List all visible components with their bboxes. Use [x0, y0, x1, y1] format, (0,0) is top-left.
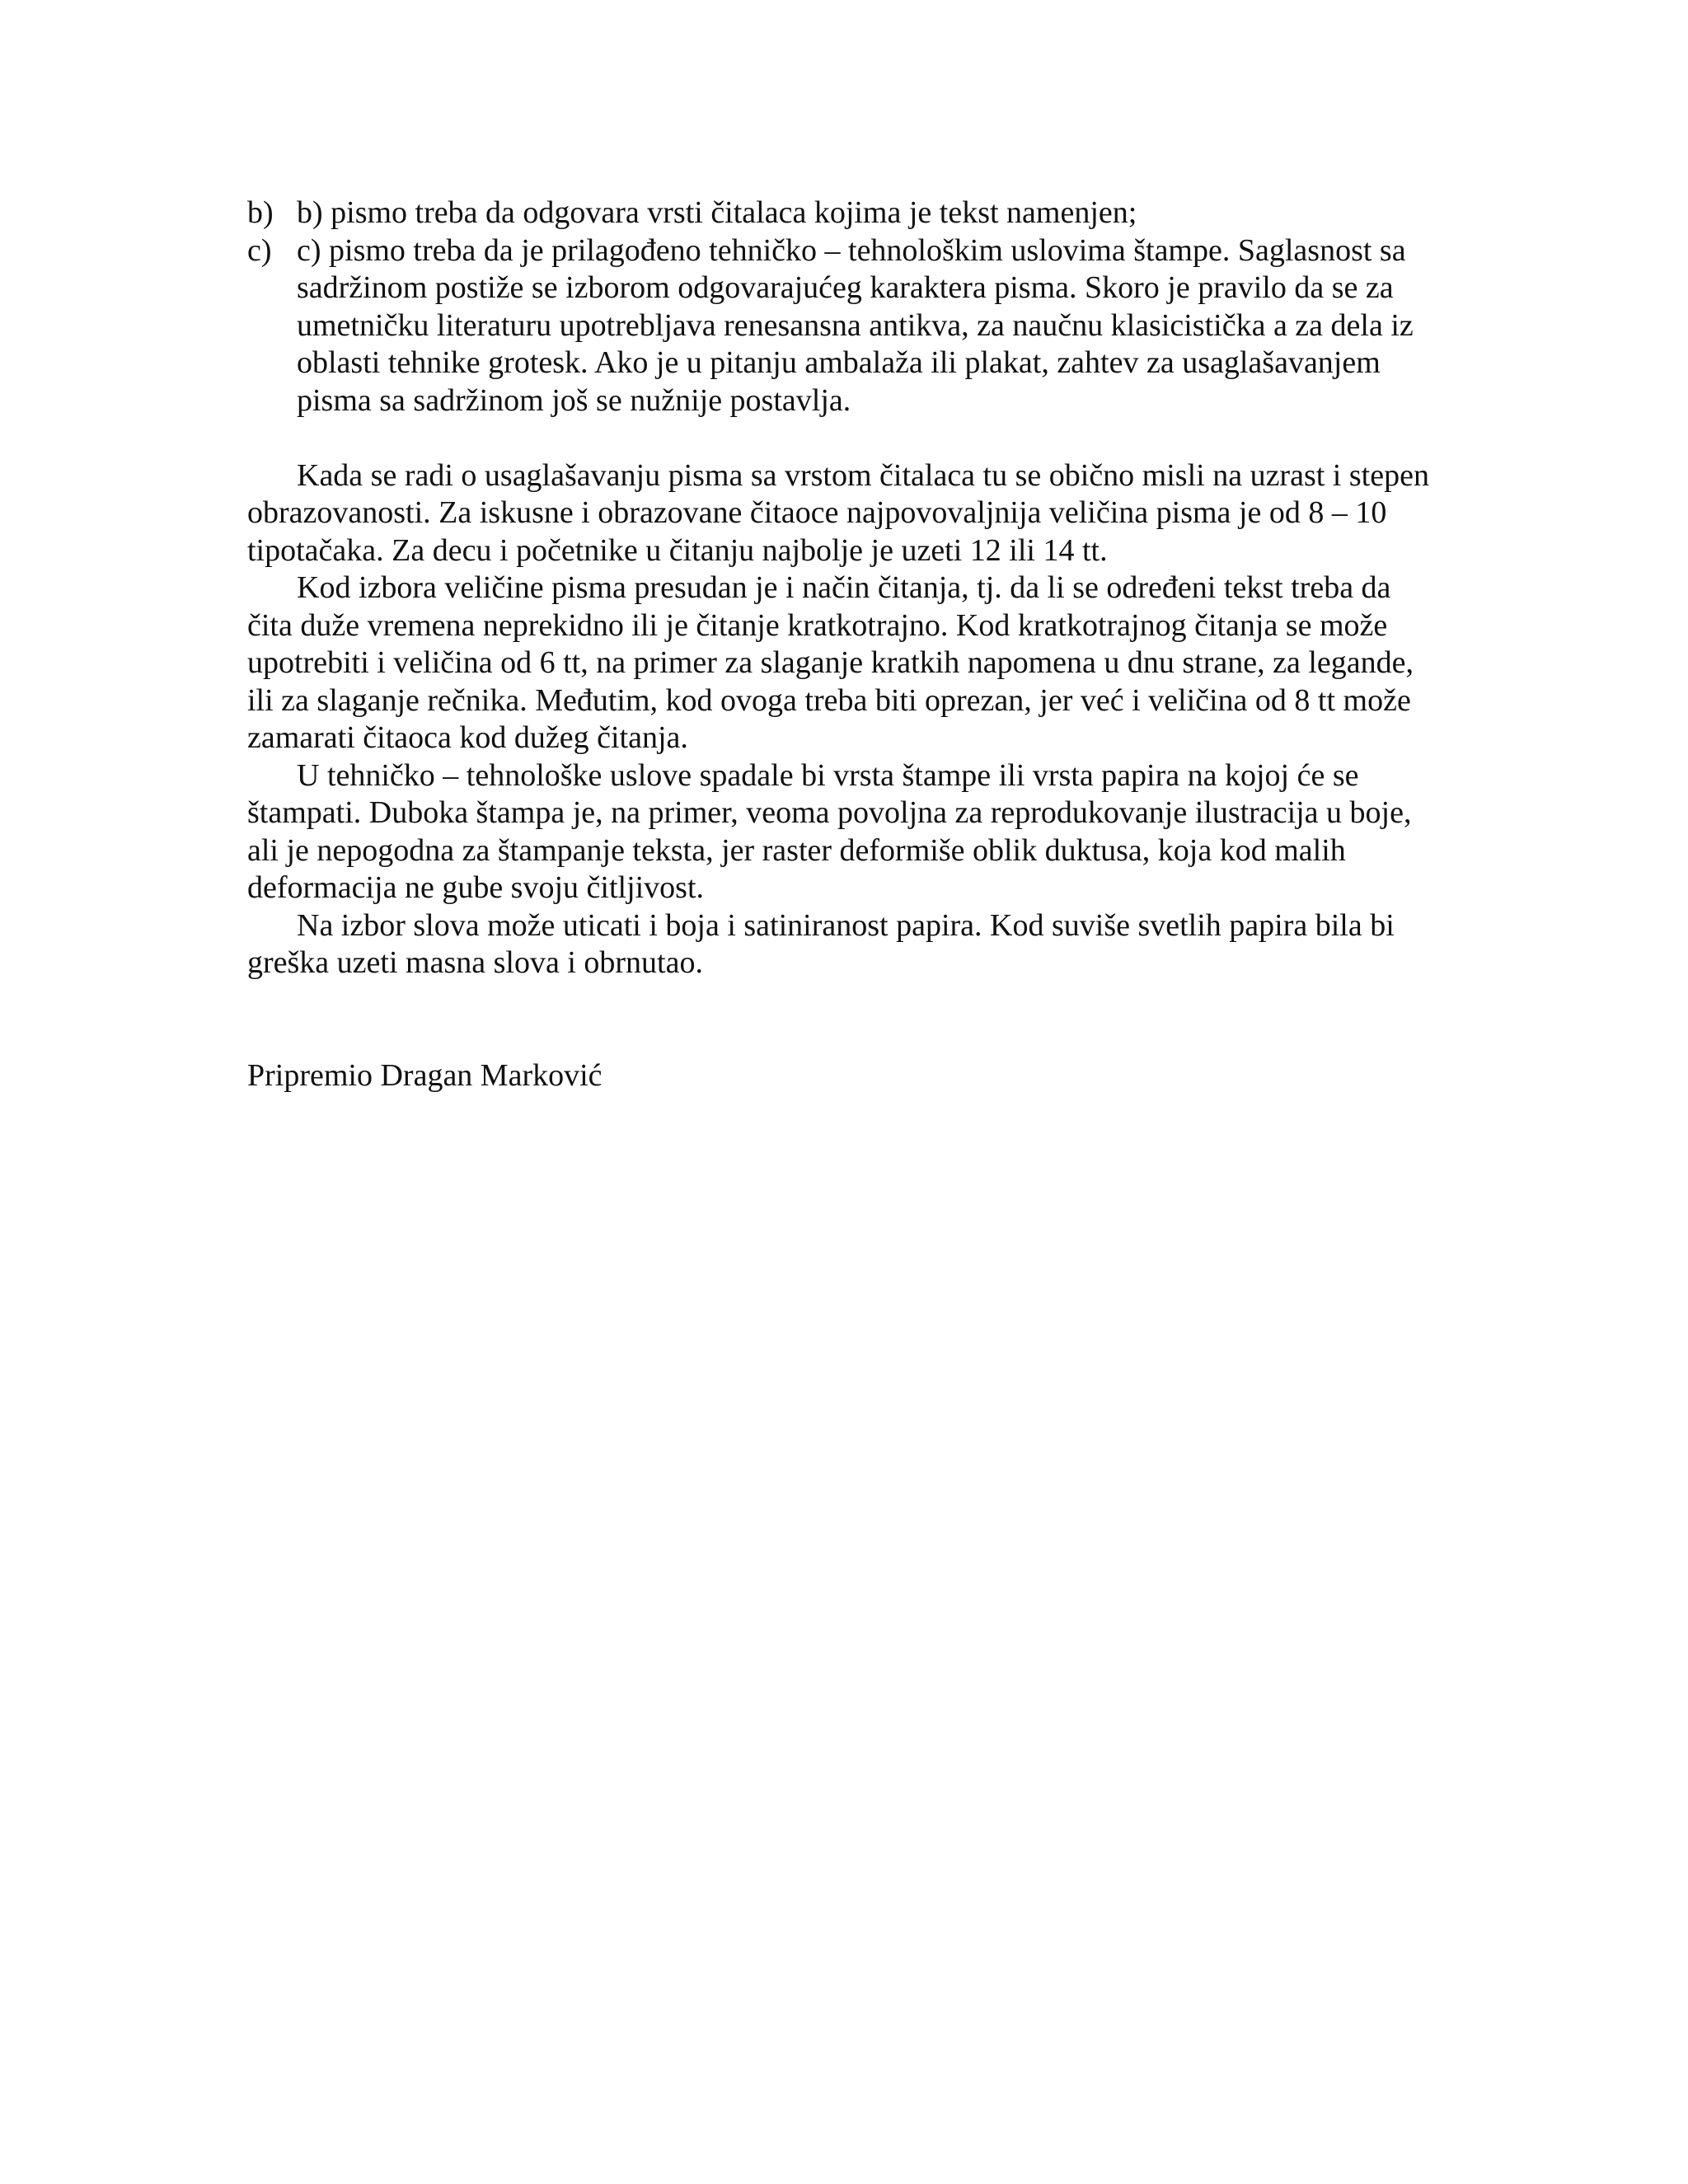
signature-spacer: [247, 982, 1434, 1057]
list-item-text: c) pismo treba da je prilagođeno tehničko – tehnološkim uslovima štampe. Saglasnost sa sadržinom postiže se izborom odgovarajućeg karaktera pisma. Skoro je pravilo da se za umetničku literaturu upotrebljava renesansna antikva, za naučnu klasicistička a za dela iz oblasti tehnike grotesk. Ako je u pitanju ambalaža ili plakat, zahtev za usaglašavanjem pisma sa sadržinom još se nužnije postavlja.: [297, 232, 1414, 418]
author-signature: Pripremio Dragan Marković: [247, 1057, 603, 1093]
list-marker: b): [247, 195, 274, 230]
list-item-c: [247, 232, 1434, 420]
paragraph-reading-mode: Kod izbora veličine pisma presudan je i način čitanja, tj. da li se određeni tekst treba da čita duže vremena neprekidno ili je čitanje kratkotrajno. Kod kratkotrajnog čitanja se može upotrebiti i veličina od 6 tt, na primer za slaganje kratkih napomena u dnu strane, za legande, ili za slaganje rečnika. Međutim, kod ovoga treba biti oprezan, jer već i veličina od 8 tt može zamarati čitaoca kod dužeg čitanja.: [247, 570, 1414, 755]
paragraph-paper-color: Na izbor slova može uticati i boja i satiniranost papira. Kod suviše svetlih papira bila bi greška uzeti masna slova i obrnutao.: [247, 907, 1395, 980]
paragraph-reader-age: Kada se radi o usaglašavanju pisma sa vrstom čitalaca tu se obično misli na uzrast i stepen obrazovanosti. Za iskusne i obrazovane čitaoce najpovovaljnija veličina pisma je od 8 – 10 tipotačaka. Za decu i početnike u čitanju najbolje je uzeti 12 ili 14 tt.: [247, 457, 1429, 568]
list-item-text: b) pismo treba da odgovara vrsti čitalaca kojima je tekst namenjen;: [297, 195, 1137, 230]
paragraph-print-conditions: U tehničko – tehnološke uslove spadale bi vrsta štampe ili vrsta papira na kojoj će se štampati. Duboka štampa je, na primer, veoma povoljna za reprodukovanje ilustracija u boje, ali je nepogodna za štampanje teksta, jer raster deformiše oblik duktusa, koja kod malih deformacija ne gube svoju čitljivost.: [247, 757, 1412, 905]
list-marker: c): [247, 232, 272, 268]
paragraph-spacer: [247, 419, 1434, 457]
document-body: [247, 194, 1434, 1094]
list-item-b: [247, 194, 1434, 232]
